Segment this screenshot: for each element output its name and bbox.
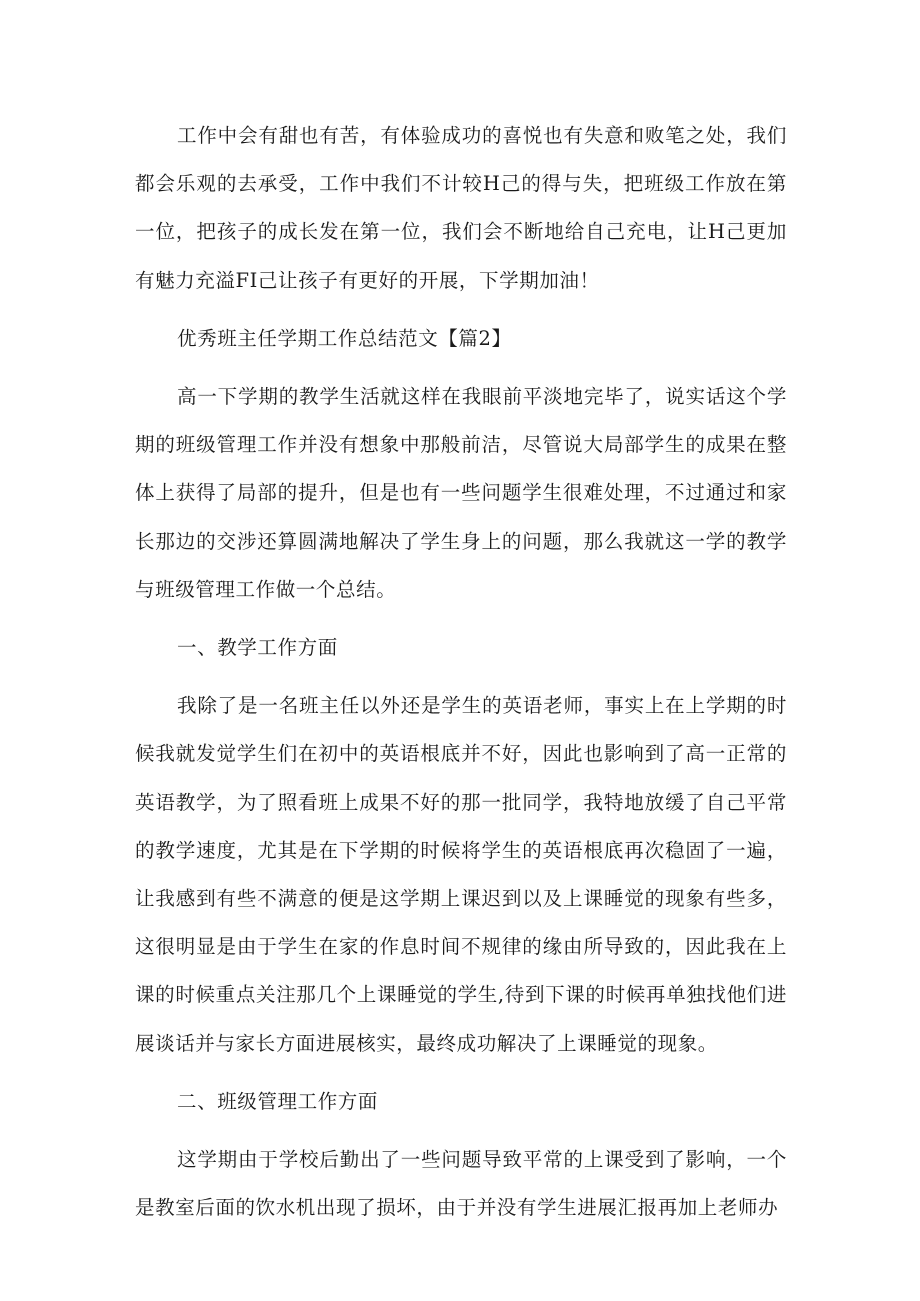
paragraph-teaching-work: 我除了是一名班主任以外还是学生的英语老师，事实上在上学期的时候我就发觉学生们在初中的英语根底并不好，因此也影响到了高一正常的英语教学，为了照看班上成果不好的那一批同学，我特地放缓了自己平常的教学速度，尤其是在下学期的时候将学生的英语根底再次稳固了一遍，让我感到有些不满意的便是这学期上课迟到以及上课睡觉的现象有些多，这很明显是由于学生在家的作息时间不规律的缘由所导致的，因此我在上课的时候重点关注那几个上课睡觉的学生,待到下课的时候再单独找他们进展谈话并与家长方面进展核实，最终成功解决了上课睡觉的现象。 xyxy=(135,694,787,1055)
section-title-article-2: 优秀班主任学期工作总结范文【篇2】 xyxy=(177,326,512,350)
heading-class-management: 二、班级管理工作方面 xyxy=(177,1089,379,1113)
paragraph-closing-summary: 工作中会有甜也有苦，有体验成功的喜悦也有失意和败笔之处，我们都会乐观的去承受，工作中我们不计较H己的得与失，把班级工作放在第一位，把孩子的成长发在第一位，我们会不断地给自己充电，让H己更加有魅力充溢FI己让孩子有更好的开展，下学期加油！ xyxy=(135,124,787,292)
paragraph-intro: 高一下学期的教学生活就这样在我眼前平淡地完毕了，说实话这个学期的班级管理工作并没有想象中那般前洁，尽管说大局部学生的成果在整体上获得了局部的提升，但是也有一些问题学生很难处理，不过通过和家长那边的交涉还算圆满地解决了学生身上的问题，那么我就这一学的教学与班级管理工作做一个总结。 xyxy=(135,385,787,601)
heading-teaching-work: 一、教学工作方面 xyxy=(177,636,338,660)
paragraph-class-management: 这学期由于学校后勤出了一些问题导致平常的上课受到了影响，一个是教室后面的饮水机出现了损坏，由于并没有学生进展汇报再加上老师办 xyxy=(135,1148,787,1220)
document-body xyxy=(135,112,787,1232)
